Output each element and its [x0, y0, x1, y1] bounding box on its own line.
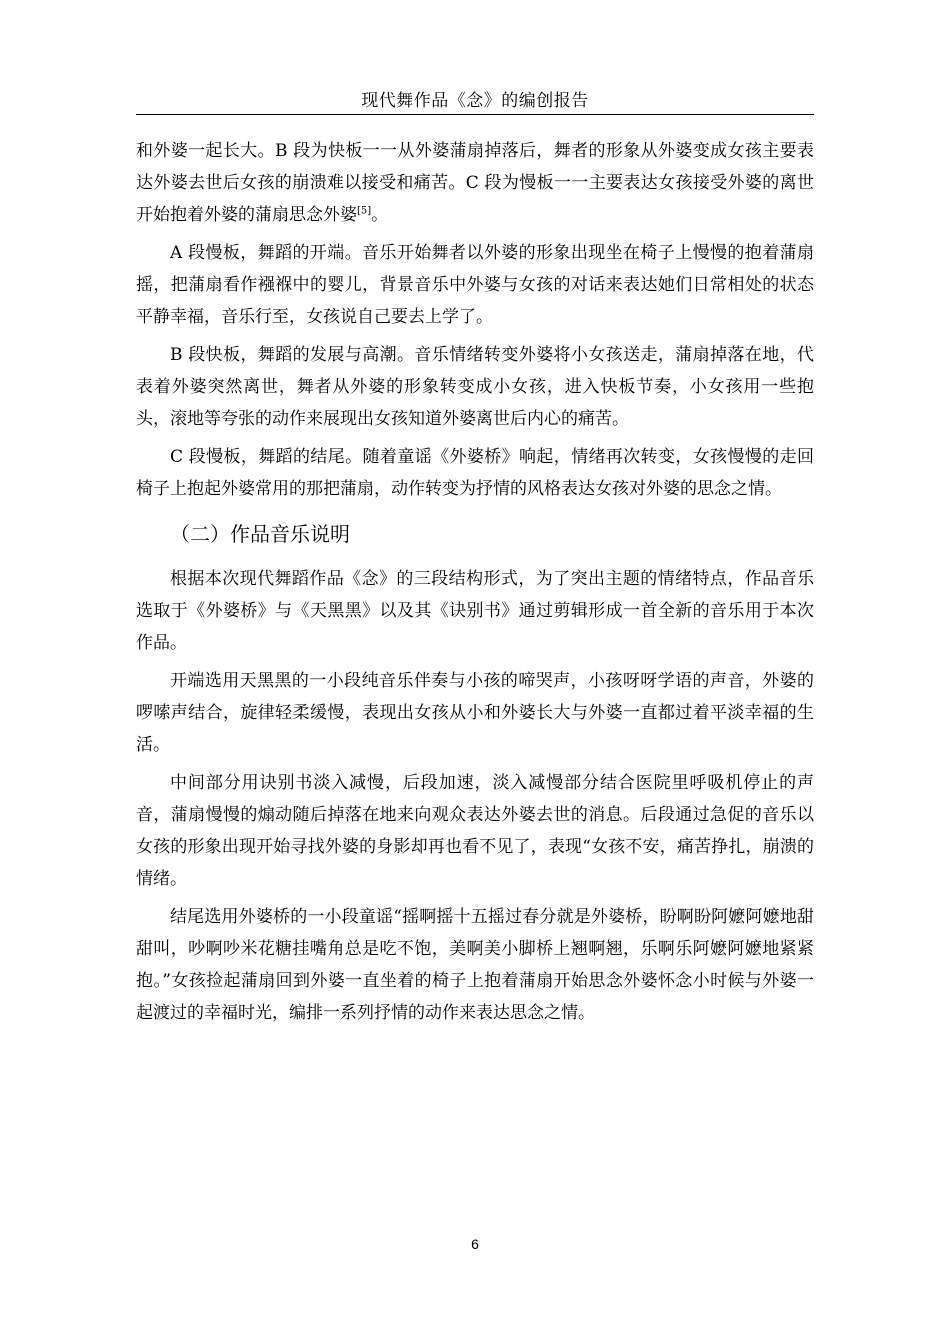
- paragraph-music-overview: 根据本次现代舞蹈作品《念》的三段结构形式，为了突出主题的情绪特点，作品音乐选取于《外婆桥》与《天黑黑》以及其《诀别书》通过剪辑形成一首全新的音乐用于本次作品。: [136, 569, 814, 653]
- running-header: 现代舞作品《念》的编创报告: [361, 91, 589, 111]
- paragraph-text: 和外婆一起长大。B 段为快板一一从外婆蒲扇掉落后，舞者的形象从外婆变成女孩主要表达外婆去世后女孩的崩溃难以接受和痛苦。C 段为慢板一一主要表达女孩接受外婆的离世开始抱着外婆的蒲扇思念外婆: [136, 141, 814, 225]
- paragraph-music-middle: 中间部分用诀别书淡入减慢，后段加速，淡入减慢部分结合医院里呼吸机停止的声音，蒲扇慢慢的煽动随后掉落在地来向观众表达外婆去世的消息。后段通过急促的音乐以女孩的形象出现开始寻找外婆的身影却再也看不见了，表现“女孩不安，痛苦挣扎，崩溃的情绪。: [136, 773, 814, 889]
- page-number: 6: [471, 1236, 479, 1252]
- header-rule: [136, 114, 814, 115]
- paragraph-music-opening: 开端选用天黑黑的一小段纯音乐伴奏与小孩的啼哭声，小孩呀呀学语的声音，外婆的啰嗦声结合，旋律轻柔缓慢，表现出女孩从小和外婆长大与外婆一直都过着平淡幸福的生活。: [136, 671, 814, 755]
- citation-reference[interactable]: [5]: [357, 205, 372, 217]
- paragraph-section-b: B 段快板，舞蹈的发展与高潮。音乐情绪转变外婆将小女孩送走，蒲扇掉落在地，代表着外婆突然离世，舞者从外婆的形象转变成小女孩，进入快板节奏，小女孩用一些抱头，滚地等夸张的动作来展现出女孩知道外婆离世后内心的痛苦。: [136, 345, 814, 429]
- paragraph-section-a: A 段慢板，舞蹈的开端。音乐开始舞者以外婆的形象出现坐在椅子上慢慢的抱着蒲扇摇，把蒲扇看作襁褓中的婴儿，背景音乐中外婆与女孩的对话来表达她们日常相处的状态平静幸福，音乐行至，女孩说自己要去上学了。: [136, 243, 814, 327]
- paragraph-text-tail: 。: [371, 205, 389, 225]
- section-heading: （二）作品音乐说明: [170, 522, 350, 546]
- document-body: [136, 135, 814, 1035]
- paragraph-continuation: [136, 135, 814, 231]
- paragraph-section-c: C 段慢板，舞蹈的结尾。随着童谣《外婆桥》响起，情绪再次转变，女孩慢慢的走回椅子上抱起外婆常用的那把蒲扇，动作转变为抒情的风格表达女孩对外婆的思念之情。: [136, 447, 814, 499]
- paragraph-music-ending: 结尾选用外婆桥的一小段童谣“摇啊摇十五摇过春分就是外婆桥，盼啊盼阿嬷阿嬷地甜甜叫，吵啊吵米花糖挂嘴角总是吃不饱，美啊美小脚桥上翘啊翘，乐啊乐阿嬷阿嬷地紧紧抱。”女孩捡起蒲扇回到外婆一直坐着的椅子上抱着蒲扇开始思念外婆怀念小时候与外婆一起渡过的幸福时光，编排一系列抒情的动作来表达思念之情。: [136, 907, 814, 1023]
